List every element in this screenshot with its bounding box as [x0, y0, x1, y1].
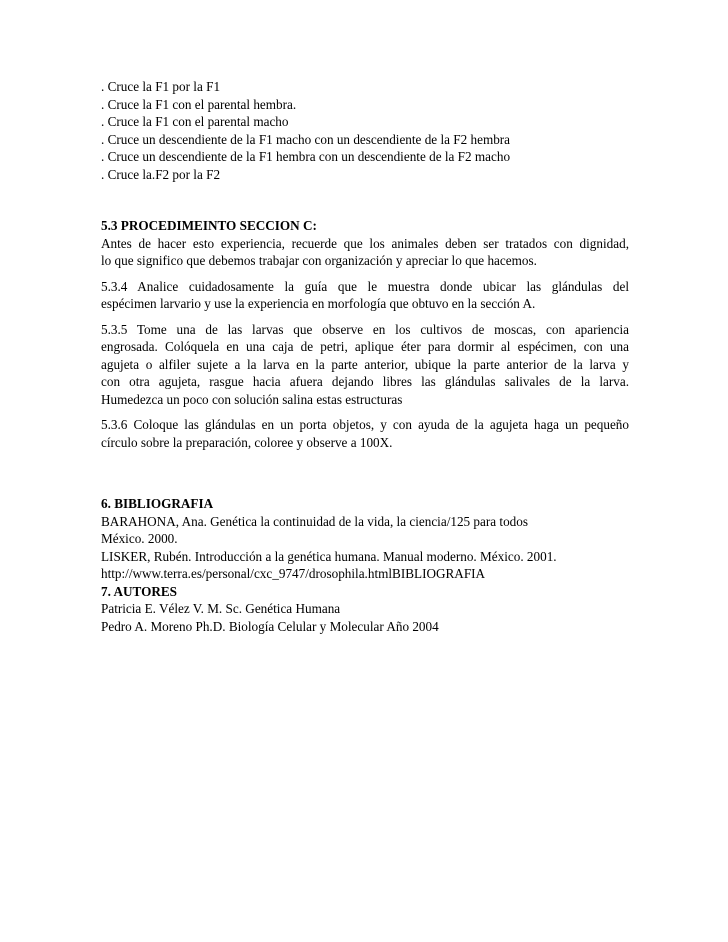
paragraph-5-3-4	[101, 278, 629, 313]
paragraph-line: Humedezca un poco con solución salina estas estructuras	[101, 391, 403, 407]
bibliography-section	[101, 495, 629, 635]
paragraph-line: 5.3.4 Analice cuidadosamente la guía que le muestra donde ubicar las glándulas del	[101, 278, 629, 294]
cross-item: . Cruce la F1 por la F1	[101, 79, 221, 94]
cross-item: . Cruce la F1 con el parental hembra.	[101, 96, 297, 112]
section-c	[101, 217, 629, 451]
paragraph-line: círculo sobre la preparación, coloree y observe a 100X.	[101, 434, 393, 450]
paragraph-line: engrosada. Colóquela en una caja de petri, aplique éter para dormir al espécimen, con una	[101, 339, 629, 354]
paragraph-line: agujeta o alfiler sujete a la larva en la parte anterior, ubique la parte anterior de la larva y	[101, 356, 629, 372]
bibliography-line: México. 2000.	[101, 531, 178, 546]
paragraph-line: 5.3.5 Tome una de las larvas que observe en los cultivos de moscas, con apariencia	[101, 321, 629, 337]
bibliography-line: BARAHONA, Ana. Genética la continuidad de la vida, la ciencia/125 para todos	[101, 513, 529, 529]
authors-heading: 7. AUTORES	[101, 583, 177, 599]
section-c-heading: 5.3 PROCEDIMEINTO SECCION C:	[101, 218, 317, 233]
bibliography-url: http://www.terra.es/personal/cxc_9747/drosophila.htmlBIBLIOGRAFIA	[101, 566, 486, 581]
paragraph-line: espécimen larvario y use la experiencia en morfología que obtuvo en la sección A.	[101, 296, 536, 311]
paragraph-line: lo que significo que debemos trabajar con organización y apreciar lo que hacemos.	[101, 253, 537, 268]
bibliography-heading: 6. BIBLIOGRAFIA	[101, 496, 214, 511]
cross-item: . Cruce la.F2 por la F2	[101, 166, 221, 182]
paragraph-5-3-6	[101, 416, 629, 451]
paragraph-line: con otra agujeta, rasgue hacia afuera dejando libres las glándulas salivales de la larva.	[101, 374, 629, 389]
cross-item: . Cruce un descendiente de la F1 macho con un descendiente de la F2 hembra	[101, 131, 511, 147]
author-line: Patricia E. Vélez V. M. Sc. Genética Humana	[101, 601, 341, 616]
paragraph-line: 5.3.6 Coloque las glándulas en un porta objetos, y con ayuda de la agujeta haga un pequeño	[101, 417, 629, 432]
document-page	[101, 78, 629, 635]
section-c-intro	[101, 235, 629, 270]
author-line: Pedro A. Moreno Ph.D. Biología Celular y Molecular Año 2004	[101, 618, 439, 634]
cross-item: . Cruce la F1 con el parental macho	[101, 114, 289, 129]
bibliography-line: LISKER, Rubén. Introducción a la genética humana. Manual moderno. México. 2001.	[101, 548, 557, 564]
cross-item: . Cruce un descendiente de la F1 hembra con un descendiente de la F2 macho	[101, 149, 511, 164]
paragraph-line: Antes de hacer esto experiencia, recuerde que los animales deben ser tratados con dignidad,	[101, 235, 629, 251]
cross-list	[101, 78, 629, 183]
paragraph-5-3-5	[101, 321, 629, 409]
